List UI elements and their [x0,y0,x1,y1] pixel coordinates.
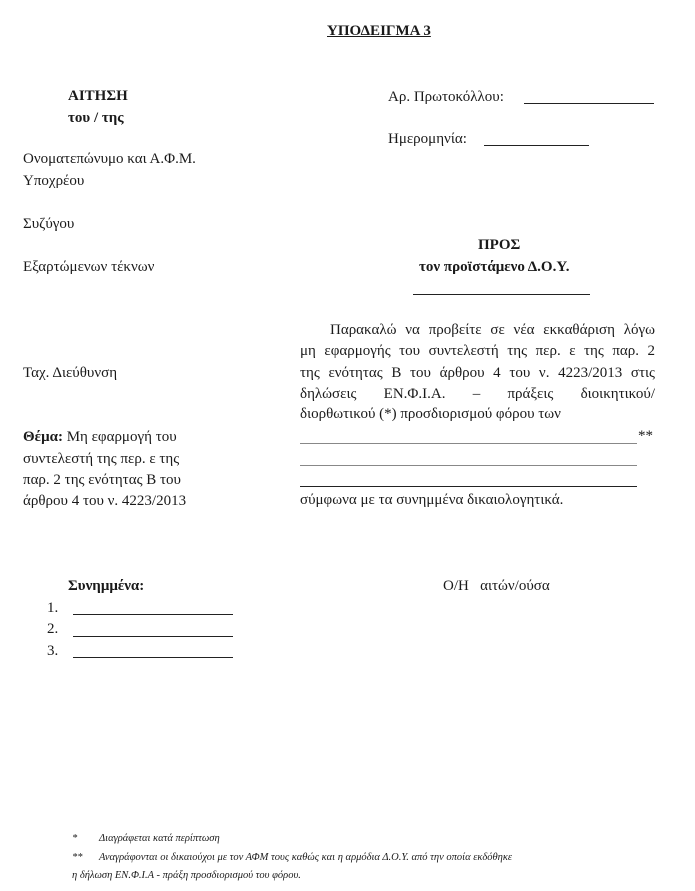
document-title: ΥΠΟΔΕΙΓΜΑ 3 [327,23,431,39]
request-body-line4: δηλώσεις ΕΝ.Φ.Ι.Α. – πράξεις διοικητικού/ [300,386,655,402]
footnote-2-text-cont: η δήλωση ΕΝ.Φ.Ι.Α - πράξη προσδιορισμού του φόρου. [72,870,301,881]
application-subheading: του / της [68,110,124,126]
subject-block [23,429,177,446]
footnote-2-mark: ** [72,852,83,863]
date-field[interactable] [484,145,589,146]
application-heading: ΑΙΤΗΣΗ [68,88,128,104]
recipient-title: τον προϊστάμενο Δ.Ο.Υ. [419,259,570,275]
closing-text: σύμφωνα με τα συνημμένα δικαιολογητικά. [300,492,564,508]
attachment-item-1-field[interactable] [73,614,233,615]
subject-text: Μη εφαρμογή του [66,429,177,445]
field-spouse-label: Συζύγου [23,216,75,232]
protocol-number-field[interactable] [524,103,654,104]
tax-office-field[interactable] [413,294,590,295]
request-body-line2: μη εφαρμογής του συντελεστή της περ. ε της παρ. 2 [300,343,655,359]
subject-text-line4: άρθρου 4 του ν. 4223/2013 [23,493,187,509]
footnote-1-text: Διαγράφεται κατά περίπτωση [99,833,220,844]
attachment-item-2-field[interactable] [73,636,233,637]
footnote-2-text: Αναγράφονται οι δικαιούχοι με τον ΑΦΜ τους καθώς και η αρμόδια Δ.Ο.Υ. από την οποία εκδόθηκε [99,852,513,863]
attachment-item-1-number: 1. [47,600,59,616]
field-children-label: Εξαρτώμενων τέκνων [23,259,155,275]
attachment-item-2-number: 2. [47,621,59,637]
attachments-label: Συνημμένα: [68,578,145,594]
field-address-label: Ταχ. Διεύθυνση [23,365,118,381]
attachment-item-3-field[interactable] [73,657,233,658]
recipient-heading: ΠΡΟΣ [478,237,521,253]
subject-label: Θέμα: [23,429,63,445]
beneficiaries-field-3[interactable] [300,486,637,487]
beneficiaries-field-1[interactable] [300,443,637,444]
request-body-line3: της ενότητας Β του άρθρου 4 του ν. 4223/2013 στις [300,365,655,381]
protocol-number-label: Αρ. Πρωτοκόλλου: [388,89,504,105]
request-body-line5: διορθωτικού (*) προσδιορισμού φόρου των [300,406,561,422]
subject-text-line2: συντελεστή της περ. ε της [23,451,180,467]
field-name-label-cont: Υποχρέου [23,173,85,189]
date-label: Ημερομηνία: [388,131,467,147]
request-body-line1: Παρακαλώ να προβείτε σε νέα εκκαθάριση λόγω [330,322,655,338]
subject-text-line3: παρ. 2 της ενότητας Β του [23,472,181,488]
footnote-1-mark: * [72,833,78,844]
signature-label: Ο/Η αιτών/ούσα [443,578,550,594]
field-name-label: Ονοματεπώνυμο και Α.Φ.Μ. [23,151,196,167]
beneficiaries-field-2[interactable] [300,465,637,466]
attachment-item-3-number: 3. [47,643,59,659]
double-star-mark: ** [638,428,653,444]
